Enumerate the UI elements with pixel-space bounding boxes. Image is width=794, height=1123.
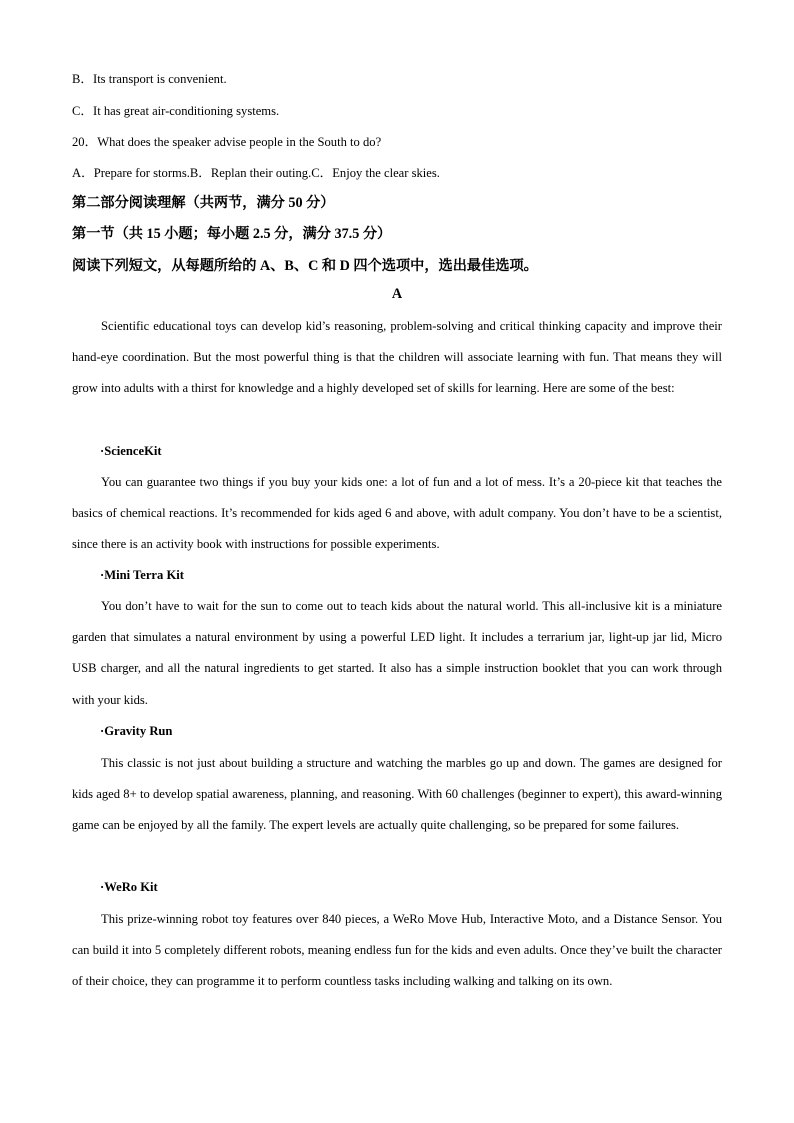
section-instruction: 阅读下列短文，从每题所给的 A、B、C 和 D 四个选项中，选出最佳选项。 xyxy=(72,258,538,274)
section-subtitle: 第一节（共 15 小题；每小题 2.5 分，满分 37.5 分） xyxy=(72,226,392,242)
item-text-mini-terra-kit: You don’t have to wait for the sun to come out to teach kids about the natural world. This all-inclusive kit is a miniature garden that simulates a natural environment by using a powerful LED light. It includes a terrarium jar, light-up jar lid, Micro USB charger, and all the natural ingredients to get started. It also has a simple instruction booklet that you can work through with your kids. xyxy=(72,599,722,707)
option-c-19: C．It has great air-conditioning systems. xyxy=(72,104,280,118)
item-text-gravity-run: This classic is not just about building a structure and watching the marbles go up and down. The games are designed for kids aged 8+ to develop spatial awareness, planning, and reasoning. With 60 challenges (beginner to expert), this award-winning game can be enjoyed by all the family. The expert levels are actually quite challenging, so be prepared for some failures. xyxy=(72,756,722,833)
question-20-options: A．Prepare for storms.B．Replan their outing.C．Enjoy the clear skies. xyxy=(72,166,440,180)
part-title: 第二部分阅读理解（共两节，满分 50 分） xyxy=(72,195,335,211)
item-heading-science-kit: ·ScienceKit xyxy=(100,444,162,458)
passage-letter: A xyxy=(391,286,403,302)
item-text-science-kit: You can guarantee two things if you buy your kids one: a lot of fun and a lot of mess. It’s a 20-piece kit that teaches the basics of chemical reactions. It’s recommended for kids aged 6 and above, with adult company. You don’t have to be a scientist, since there is an activity book with instructions for possible experiments. xyxy=(72,475,722,552)
option-b-19: B．Its transport is convenient. xyxy=(72,72,227,86)
item-text-wero-kit: This prize-winning robot toy features over 840 pieces, a WeRo Move Hub, Interactive Moto, and a Distance Sensor. You can build it into 5 completely different robots, meaning endless fun for the kids and even adults. Once they’ve built the character of their choice, they can programme it to perform countless tasks including walking and talking on its own. xyxy=(72,912,722,989)
item-heading-wero-kit: ·WeRo Kit xyxy=(100,880,158,894)
item-heading-mini-terra-kit: ·Mini Terra Kit xyxy=(100,568,184,582)
question-20: 20．What does the speaker advise people in the South to do? xyxy=(72,135,382,149)
item-heading-gravity-run: ·Gravity Run xyxy=(100,724,173,738)
passage-intro: Scientific educational toys can develop kid’s reasoning, problem-solving and critical thinking capacity and improve their hand-eye coordination. But the most powerful thing is that the children will associate learning with fun. That means they will grow into adults with a thirst for knowledge and a highly developed set of skills for learning. Here are some of the best: xyxy=(72,319,722,396)
